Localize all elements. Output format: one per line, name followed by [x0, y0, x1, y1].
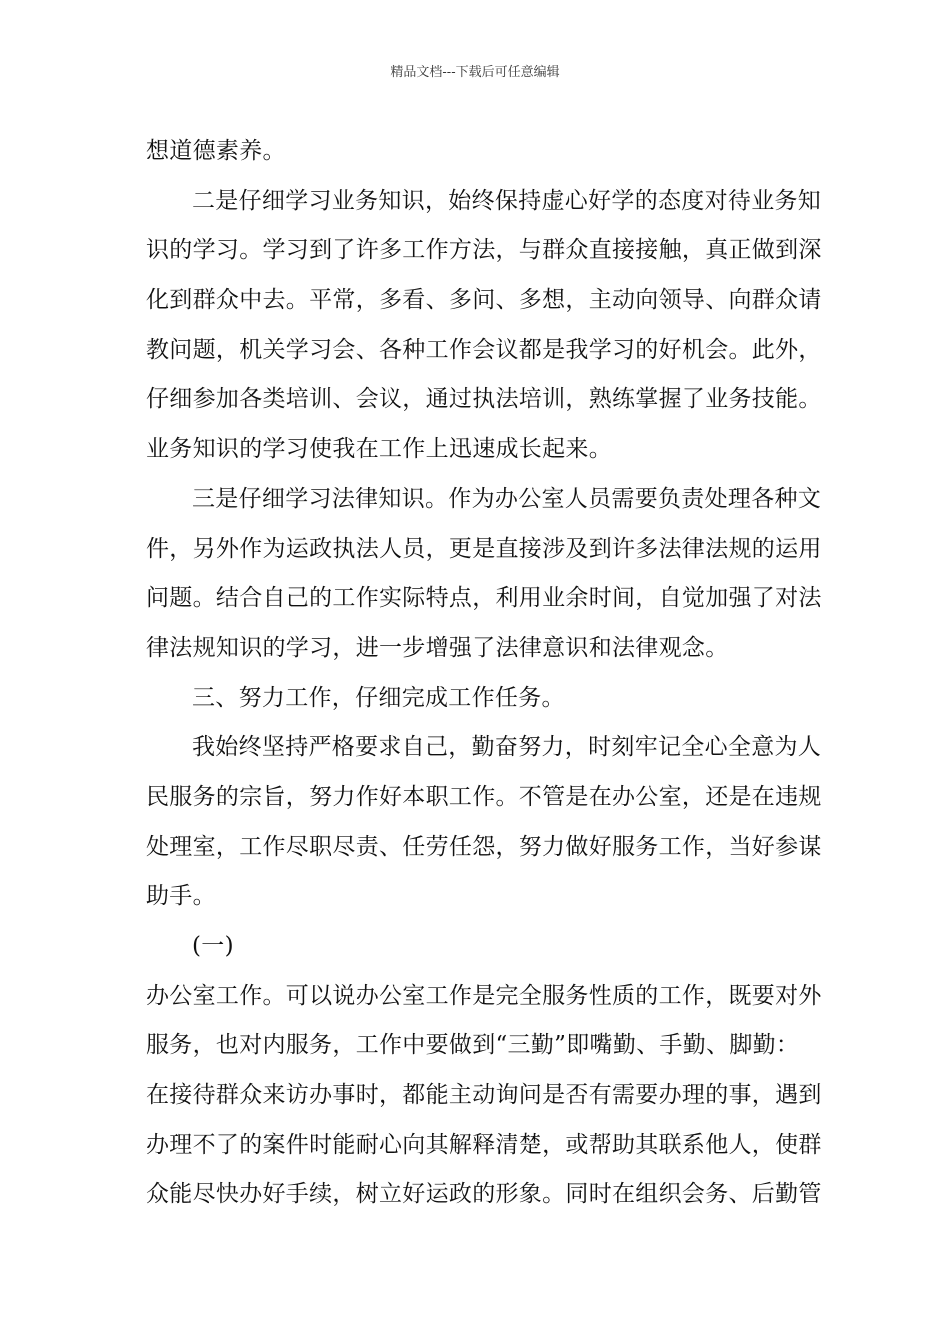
subsection-marker: (一) — [192, 933, 234, 959]
text-line: 律法规知识的学习，进一步增强了法律意识和法律观念。 — [146, 634, 729, 661]
text-line: 仔细参加各类培训、会议，通过执法培训，熟练掌握了业务技能。 — [146, 386, 822, 413]
text-line: 教问题，机关学习会、各种工作会议都是我学习的好机会。此外， — [146, 336, 822, 363]
text-line: 众能尽快办好手续，树立好运政的形象。同时在组织会务、后勤管 — [146, 1181, 822, 1208]
text-line: 在接待群众来访办事时，都能主动询问是否有需要办理的事，遇到 — [146, 1082, 822, 1109]
text-line: 想道德素养。 — [146, 138, 286, 164]
text-line: 化到群众中去。平常，多看、多问、多想，主动向领导、向群众请 — [146, 287, 822, 314]
text-line: 办公室工作。可以说办公室工作是完全服务性质的工作，既要对外 — [146, 982, 822, 1009]
section-heading: 三、努力工作，仔细完成工作任务。 — [192, 684, 565, 711]
page-header: 精品文档---下载后可任意编辑 — [390, 65, 560, 80]
text-line: 三是仔细学习法律知识。作为办公室人员需要负责处理各种文 — [192, 485, 822, 512]
document-body — [146, 127, 822, 1220]
text-line: 识的学习。学习到了许多工作方法，与群众直接接触，真正做到深 — [146, 237, 822, 264]
text-line: 处理室，工作尽职尽责、任劳任怨，努力做好服务工作，当好参谋 — [146, 833, 822, 860]
text-line: 件，另外作为运政执法人员，更是直接涉及到许多法律法规的运用 — [146, 535, 822, 562]
text-line: 助手。 — [146, 883, 216, 910]
text-line: 民服务的宗旨，努力作好本职工作。不管是在办公室，还是在违规 — [146, 783, 822, 810]
text-line: 问题。结合自己的工作实际特点，利用业余时间，自觉加强了对法 — [146, 585, 822, 612]
text-line: 二是仔细学习业务知识，始终保持虚心好学的态度对待业务知 — [192, 187, 822, 214]
text-line: 办理不了的案件时能耐心向其解释清楚，或帮助其联系他人，使群 — [146, 1131, 822, 1158]
text-line: 服务，也对内服务，工作中要做到“三勤”即嘴勤、手勤、脚勤： — [146, 1032, 800, 1059]
text-line: 业务知识的学习使我在工作上迅速成长起来。 — [146, 436, 612, 463]
text-line: 我始终坚持严格要求自己，勤奋努力，时刻牢记全心全意为人 — [192, 734, 822, 761]
